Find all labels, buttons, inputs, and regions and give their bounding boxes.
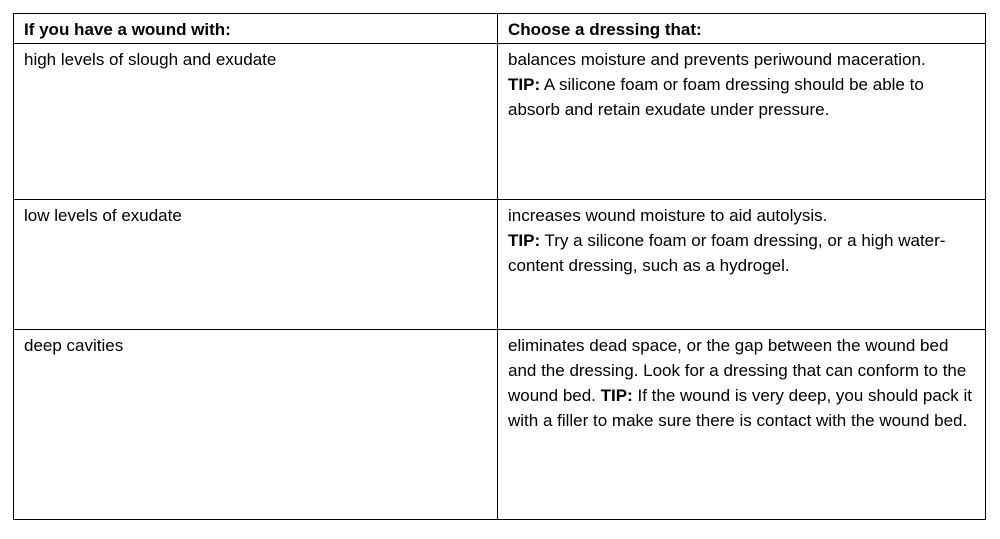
dressing-description: eliminates dead space, or the gap between the wound bed and the dressing. Look for a dressing that can conform to the wound bed. [508,335,967,405]
tip-text: A silicone foam or foam dressing should be able to absorb and retain exudate under pressure. [508,75,924,120]
dressing-description: balances moisture and prevents periwound maceration. [508,50,926,70]
table-row [14,200,986,329]
header-dressing-choice: Choose a dressing that: [498,14,986,44]
wound-dressing-table [13,13,986,520]
tip-label: TIP: [508,231,541,251]
dressing-recommendation-cell [498,329,986,519]
table-row [14,329,986,519]
dressing-recommendation-cell [498,200,986,329]
tip-label: TIP: [600,385,633,405]
wound-condition-cell: low levels of exudate [14,200,498,329]
dressing-recommendation-cell [498,44,986,200]
dressing-description: increases wound moisture to aid autolysis. [508,206,828,226]
tip-text: If the wound is very deep, you should pack it with a filler to make sure there is contact with the wound bed. [508,385,973,430]
header-wound-condition: If you have a wound with: [14,14,498,44]
table-header-row [14,14,986,44]
table-row [14,44,986,200]
wound-condition-cell: deep cavities [14,329,498,519]
wound-condition-cell: high levels of slough and exudate [14,44,498,200]
tip-label: TIP: [508,75,541,95]
tip-text: Try a silicone foam or foam dressing, or a high water-content dressing, such as a hydrogel. [508,231,946,276]
